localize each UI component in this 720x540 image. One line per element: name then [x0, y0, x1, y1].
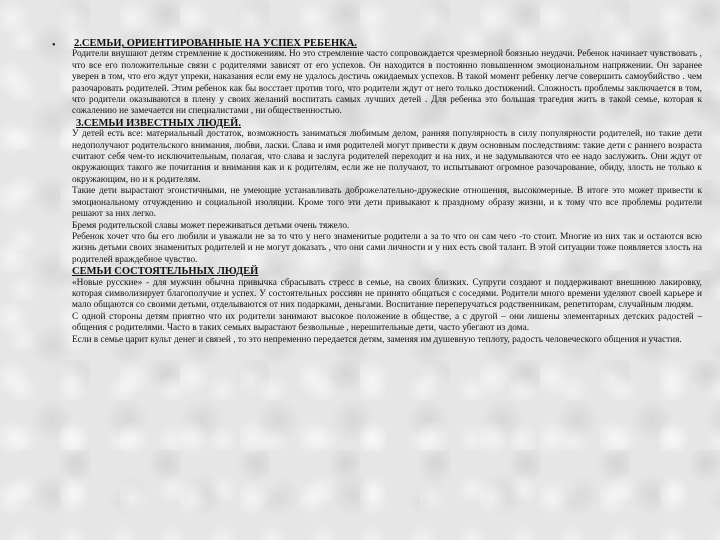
section-heading-success-oriented-families: 2.СЕМЬИ, ОРИЕНТИРОВАННЫЕ НА УСПЕХ РЕБЕНКА. [74, 38, 357, 49]
section-paragraph: Родители внушают детям стремление к достижениям. Но это стремление часто сопровождается чрезмерной боязнью неудачи. Ребенок начинает чувствовать , что все его положительные связи с родителями зависят от его успехов. Он находится в постоянно повышенном эмоциональном напряжении. Он заранее уверен в том, что его ждут упреки, наказания если ему не удалось достичь ожидаемых успехов. В такой момент ребенку легче совершить самоубийство . чем разочаровать родителей. Этим ребенок как бы восстает против того, что родители ждут от него только достижений. Сложность проблемы заключается в том, что родители оказываются в плену у своих желаний воспитать самых лучших детей . Для ребенка это большая трагедия жить в такой семье, которая к сожалению не замечается ни специалистами , ни общественностью. [72, 49, 702, 117]
section-heading-wealthy-families: СЕМЬИ СОСТОЯТЕЛЬНЫХ ЛЮДЕЙ [72, 266, 259, 278]
section-paragraph: С одной стороны детям приятно что их родители занимают высокое положение в обществе, а с другой – они лишены элементарных детских радостей – общения с родителями. Часто в таких семьях вырастают безвольные , нерешительные дети, часто убегают из дома. [72, 311, 702, 334]
slide-text-body [72, 38, 702, 346]
section-paragraph: Ребенок хочет что бы его любили и уважали не за то что у него знаменитые родители а за то что он сам чего -то стоит. Многие из них так и остаются всю жизнь детьми своих знаменитых родителей и не могут доказать , что они сами личности и у них есть свой талант. В этой ситуации тоже появляется злость на родителей враждебное чувство. [72, 231, 702, 265]
section-paragraph: Если в семье царит культ денег и связей , то это непременно передается детям, заменяя им душевную теплоту, радость человеческого общения и участия. [72, 334, 682, 345]
section-paragraph: Бремя родительской славы может переживаться детьми очень тяжело. [72, 220, 350, 231]
bullet-marker: • [52, 40, 56, 51]
section-paragraph: У детей есть все: материальный достаток, возможность заниматься любимым делом, ранняя популярность в силу популярности родителей, но такие дети недополучают родительского внимания, любви, ласки. Слава и имя родителей могут привести к двум основным последствиям: такие дети с раннего возраста считают себя чем-то исключительным, полагая, что слава и заслуга родителей переходит и на них, и не задумываются что ее надо заслужить. Они ждут от окружающих такого же почитания и внимания как и к родителям, если же не получают, то испытывают огромное разочарование, обиду, злость не только к окружающим, но и к родителям. [72, 129, 702, 185]
section-paragraph: «Новые русские» - для мужчин обычна привычка сбрасывать стресс в семье, на своих близких. Супруги создают и поддерживают внешнюю лакировку, которая символизирует благополучие и успех. У состоятельных россиян не принято общаться с соседями. Родители много времени уделяют своей карьере и мало общаются со своими детьми, отделываются от них подарками, деньгами. Воспитание переперучаться родственникам, репетиторам, случайным людям. [72, 277, 702, 311]
section-heading-famous-people-families: 3.СЕМЬИ ИЗВЕСТНЫХ ЛЮДЕЙ. [76, 117, 241, 129]
section-paragraph: Такие дети вырастают эгоистичными, не умеющие устанавливать доброжелательно-дружеские отношения, высокомерные. В итоге это может привести к эмоциональному отчуждению и социальной изоляции. Кроме того эти дети привыкают к праздному образу жизни, и к тому что все проблемы родители решают за них легко. [72, 186, 702, 220]
